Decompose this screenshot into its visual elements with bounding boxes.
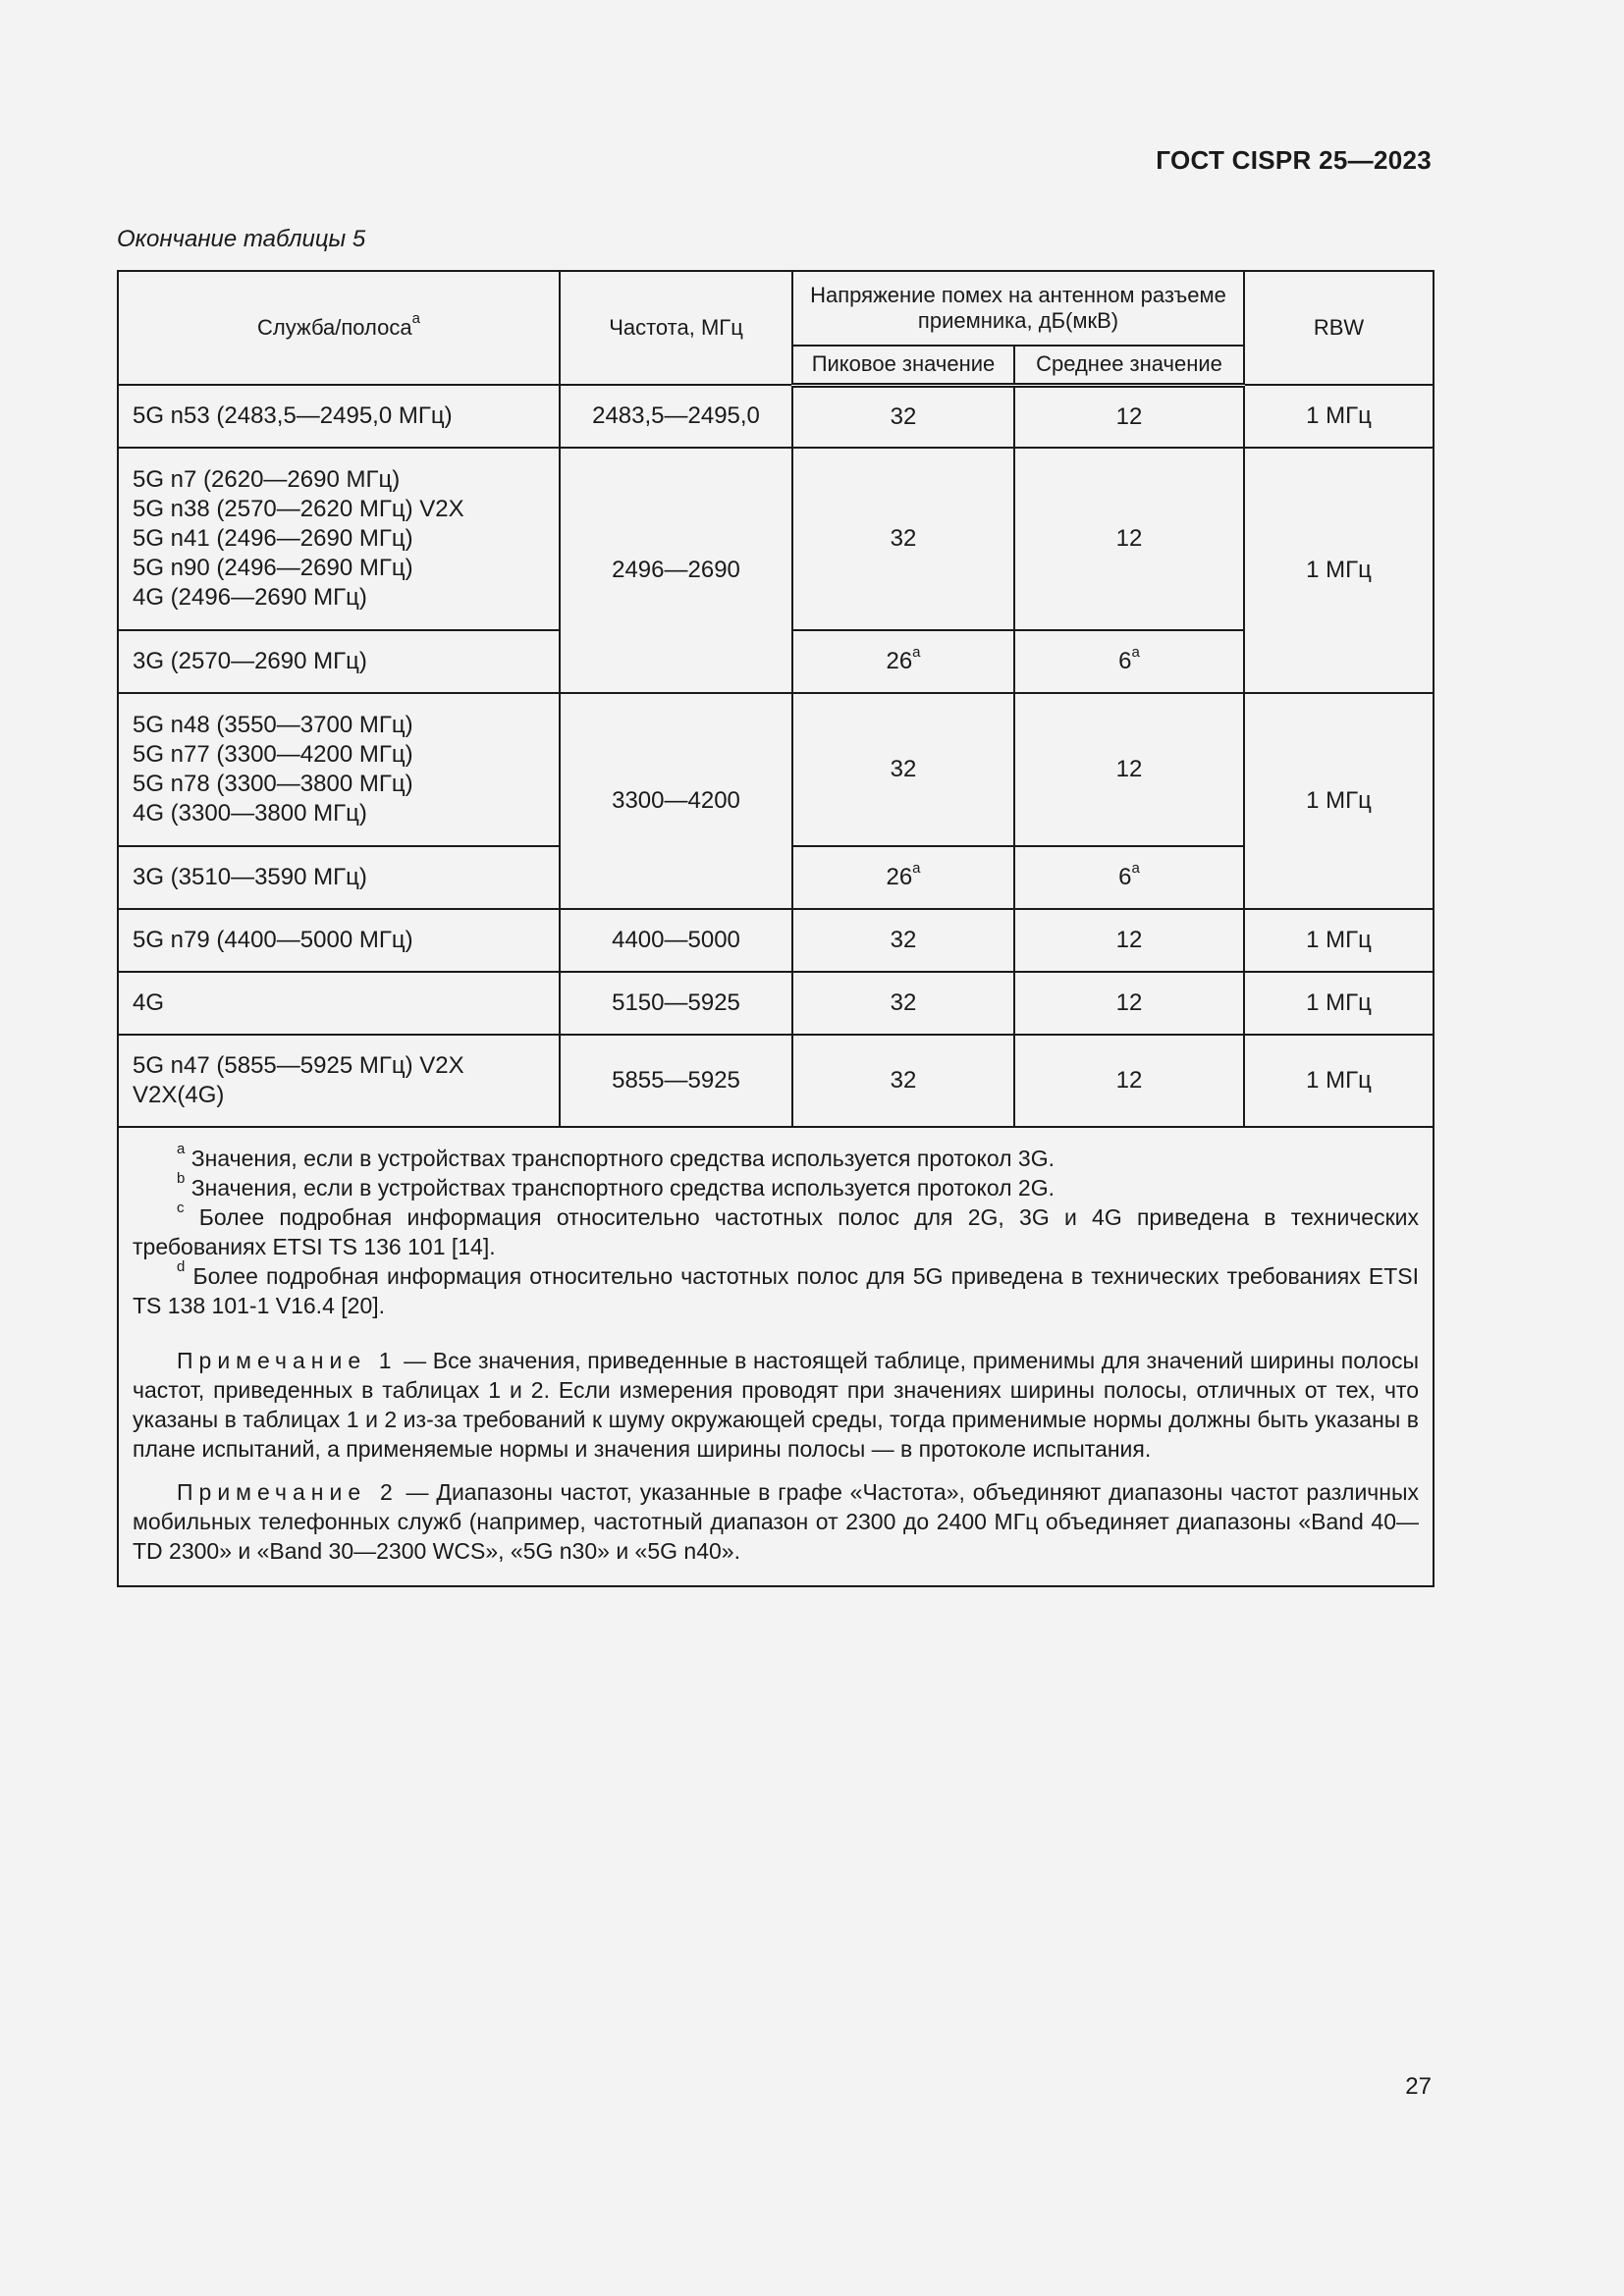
cell-rbw: 1 МГц: [1244, 693, 1434, 909]
cell-peak: 32: [792, 1035, 1014, 1127]
service-line: V2X(4G): [133, 1082, 225, 1108]
footnote-c: $^c$ Более подробная информация относительно частотных полос для 2G, 3G и 4G приведена в технических требованиях ETSI TS 136 101 [14].: [133, 1200, 1420, 1259]
service-line: 4G (3300—3800 МГц): [133, 800, 367, 827]
table-row: [118, 385, 1434, 448]
cell-peak: 32: [792, 385, 1014, 448]
service-line: 5G n77 (3300—4200 МГц): [133, 741, 413, 768]
cell-rbw: 1 МГц: [1244, 972, 1434, 1035]
cell-frequency: 5855—5925: [560, 1035, 792, 1127]
cell-frequency: 3300—4200: [560, 693, 792, 909]
service-line: 4G (2496—2690 МГц): [133, 584, 367, 611]
cell-service: 4G: [118, 972, 560, 1035]
table-row: [118, 693, 1434, 846]
service-line: 5G n7 (2620—2690 МГц): [133, 466, 401, 493]
service-line: 5G n78 (3300—3800 МГц): [133, 771, 413, 797]
document-code: ГОСТ CISPR 25—2023: [1156, 145, 1432, 175]
footnote-d: $^d$ Более подробная информация относительно частотных полос для 5G приведена в технических требованиях ETSI TS 138 101-1 V16.4 [20].: [133, 1258, 1420, 1318]
cell-average: 12: [1014, 1035, 1244, 1127]
cell-average: 12: [1014, 909, 1244, 972]
cell-service: 3G (3510—3590 МГц): [118, 846, 560, 909]
header-frequency: Частота, МГц: [560, 271, 792, 385]
footnote-b: $^b$ Значения, если в устройствах транспортного средства используется протокол 2G.: [177, 1170, 1055, 1201]
limits-table: [117, 270, 1435, 1587]
cell-frequency: 5150—5925: [560, 972, 792, 1035]
cell-average: 12: [1014, 448, 1244, 630]
table-caption: Окончание таблицы 5: [117, 226, 366, 252]
cell-service: 5G n79 (4400—5000 МГц): [118, 909, 560, 972]
cell-peak: 32: [792, 909, 1014, 972]
cell-frequency: 2483,5—2495,0: [560, 385, 792, 448]
header-voltage: Напряжение помех на антенном разъеме приемника, дБ(мкВ): [792, 271, 1244, 346]
table-row: [118, 448, 1434, 630]
cell-average: 12: [1014, 972, 1244, 1035]
notes-cell: [118, 1127, 1434, 1586]
cell-average: 12: [1014, 693, 1244, 846]
service-line: 5G n48 (3550—3700 МГц): [133, 712, 413, 738]
cell-rbw: 1 МГц: [1244, 385, 1434, 448]
table-row: [118, 972, 1434, 1035]
cell-rbw: 1 МГц: [1244, 448, 1434, 693]
cell-rbw: 1 МГц: [1244, 909, 1434, 972]
cell-peak: 32: [792, 693, 1014, 846]
footnote-ref: a: [912, 644, 921, 661]
cell-average: 6$^a$: [1014, 630, 1244, 693]
cell-frequency: 4400—5000: [560, 909, 792, 972]
header-average: Среднее значение: [1014, 346, 1244, 385]
service-line: 5G n47 (5855—5925 МГц) V2X: [133, 1052, 464, 1079]
cell-service: [118, 693, 560, 846]
note-2: Примечание 2 — Диапазоны частот, указанные в графе «Частота», объединяют диапазоны частот различных мобильных телефонных служб (например, частотный диапазон от 2300 до 2400 МГц объединяет диапазоны «Band 40—TD 2300» и «Band 30—2300 WCS», «5G n30» и «5G n40».: [133, 1479, 1420, 1564]
header-service: Служба/полоса$^a$: [118, 271, 560, 385]
cell-peak: 26$^a$: [792, 846, 1014, 909]
cell-service: [118, 448, 560, 630]
service-line: 5G n38 (2570—2620 МГц) V2X: [133, 496, 464, 522]
header-rbw: RBW: [1244, 271, 1434, 385]
cell-peak: 26$^a$: [792, 630, 1014, 693]
footnote-ref: a: [1131, 860, 1140, 877]
note-1: Примечание 1 — Все значения, приведенные в настоящей таблице, применимы для значений ширины полосы частот, приведенных в таблицах 1 и 2. Если измерения проводят при значениях ширины полосы, отличных от тех, что указаны в таблицах 1 и 2 из-за требований к шуму окружающей среды, тогда применимые нормы должны быть указаны в плане испытаний, а применяемые нормы и значения ширины полосы — в протоколе испытания.: [133, 1348, 1420, 1462]
footnote-ref: a: [912, 860, 921, 877]
cell-average: 6$^a$: [1014, 846, 1244, 909]
cell-service: [118, 1035, 560, 1127]
header-service-sup: a: [411, 310, 420, 327]
service-line: 5G n90 (2496—2690 МГц): [133, 555, 413, 581]
cell-average: 12: [1014, 385, 1244, 448]
cell-service: 3G (2570—2690 МГц): [118, 630, 560, 693]
cell-frequency: 2496—2690: [560, 448, 792, 693]
cell-peak: 32: [792, 448, 1014, 630]
table-row: [118, 909, 1434, 972]
service-line: 5G n41 (2496—2690 МГц): [133, 525, 413, 552]
footnote-a: $^a$ Значения, если в устройствах транспортного средства используется протокол 3G.: [177, 1141, 1055, 1171]
cell-peak: 32: [792, 972, 1014, 1035]
page-number: 27: [1405, 2073, 1432, 2100]
footnote-ref: a: [1131, 644, 1140, 661]
cell-rbw: 1 МГц: [1244, 1035, 1434, 1127]
notes-row: [118, 1127, 1434, 1586]
table-row: [118, 1035, 1434, 1127]
header-peak: Пиковое значение: [792, 346, 1014, 385]
cell-service: 5G n53 (2483,5—2495,0 МГц): [118, 385, 560, 448]
